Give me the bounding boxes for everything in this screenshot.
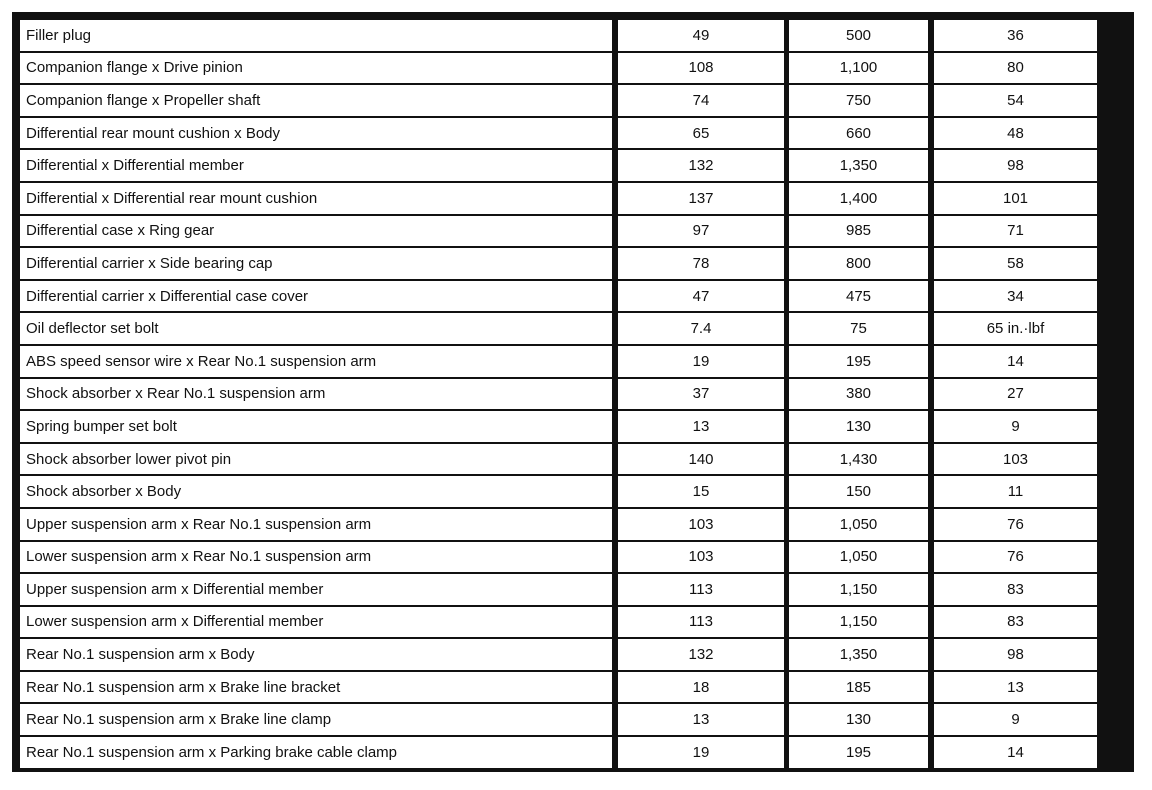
torque-nm-cell: 140 xyxy=(612,444,784,477)
torque-kgf-cm-cell: 1,350 xyxy=(784,150,928,183)
part-name-cell: Rear No.1 suspension arm x Parking brake cable clamp xyxy=(20,737,612,768)
table-row xyxy=(20,183,1097,216)
torque-kgf-cm-cell: 660 xyxy=(784,118,928,151)
torque-kgf-cm-cell: 1,400 xyxy=(784,183,928,216)
torque-kgf-cm-cell: 1,050 xyxy=(784,542,928,575)
part-name-cell: Rear No.1 suspension arm x Brake line clamp xyxy=(20,704,612,737)
torque-nm-cell: 103 xyxy=(612,542,784,575)
table-row xyxy=(20,248,1097,281)
table-row xyxy=(20,118,1097,151)
part-name-cell: Companion flange x Propeller shaft xyxy=(20,85,612,118)
table-row xyxy=(20,639,1097,672)
torque-kgf-cm-cell: 985 xyxy=(784,216,928,249)
torque-ft-lbf-cell: 80 xyxy=(928,53,1097,86)
torque-nm-cell: 103 xyxy=(612,509,784,542)
table-row xyxy=(20,411,1097,444)
part-name-cell: Differential rear mount cushion x Body xyxy=(20,118,612,151)
torque-kgf-cm-cell: 1,150 xyxy=(784,574,928,607)
torque-ft-lbf-cell: 36 xyxy=(928,20,1097,53)
table-row xyxy=(20,346,1097,379)
torque-ft-lbf-cell: 14 xyxy=(928,737,1097,768)
part-name-cell: Spring bumper set bolt xyxy=(20,411,612,444)
torque-nm-cell: 18 xyxy=(612,672,784,705)
torque-nm-cell: 19 xyxy=(612,346,784,379)
torque-kgf-cm-cell: 150 xyxy=(784,476,928,509)
torque-ft-lbf-cell: 27 xyxy=(928,379,1097,412)
torque-ft-lbf-cell: 58 xyxy=(928,248,1097,281)
torque-nm-cell: 47 xyxy=(612,281,784,314)
part-name-cell: Differential case x Ring gear xyxy=(20,216,612,249)
table-row xyxy=(20,281,1097,314)
table-row xyxy=(20,85,1097,118)
table-row xyxy=(20,150,1097,183)
table-row xyxy=(20,672,1097,705)
torque-kgf-cm-cell: 185 xyxy=(784,672,928,705)
torque-nm-cell: 65 xyxy=(612,118,784,151)
torque-kgf-cm-cell: 500 xyxy=(784,20,928,53)
table-row xyxy=(20,574,1097,607)
part-name-cell: Upper suspension arm x Differential member xyxy=(20,574,612,607)
part-name-cell: Lower suspension arm x Differential member xyxy=(20,607,612,640)
part-name-cell: Shock absorber x Rear No.1 suspension arm xyxy=(20,379,612,412)
part-name-cell: Filler plug xyxy=(20,20,612,53)
torque-ft-lbf-cell: 98 xyxy=(928,639,1097,672)
part-name-cell: Oil deflector set bolt xyxy=(20,313,612,346)
torque-kgf-cm-cell: 1,150 xyxy=(784,607,928,640)
torque-kgf-cm-cell: 1,350 xyxy=(784,639,928,672)
table-row xyxy=(20,444,1097,477)
torque-ft-lbf-cell: 13 xyxy=(928,672,1097,705)
torque-ft-lbf-cell: 98 xyxy=(928,150,1097,183)
torque-nm-cell: 13 xyxy=(612,704,784,737)
torque-nm-cell: 15 xyxy=(612,476,784,509)
torque-ft-lbf-cell: 101 xyxy=(928,183,1097,216)
torque-nm-cell: 108 xyxy=(612,53,784,86)
torque-kgf-cm-cell: 475 xyxy=(784,281,928,314)
torque-kgf-cm-cell: 130 xyxy=(784,411,928,444)
table-row xyxy=(20,53,1097,86)
torque-kgf-cm-cell: 195 xyxy=(784,346,928,379)
torque-kgf-cm-cell: 75 xyxy=(784,313,928,346)
torque-ft-lbf-cell: 76 xyxy=(928,542,1097,575)
torque-spec-sheet xyxy=(12,12,1134,772)
table-row xyxy=(20,737,1097,768)
part-name-cell: Differential x Differential member xyxy=(20,150,612,183)
part-name-cell: Upper suspension arm x Rear No.1 suspension arm xyxy=(20,509,612,542)
table-row xyxy=(20,216,1097,249)
torque-ft-lbf-cell: 71 xyxy=(928,216,1097,249)
table-row xyxy=(20,476,1097,509)
table-row xyxy=(20,607,1097,640)
part-name-cell: Shock absorber lower pivot pin xyxy=(20,444,612,477)
torque-ft-lbf-cell: 103 xyxy=(928,444,1097,477)
torque-ft-lbf-cell: 54 xyxy=(928,85,1097,118)
part-name-cell: Shock absorber x Body xyxy=(20,476,612,509)
torque-kgf-cm-cell: 130 xyxy=(784,704,928,737)
torque-ft-lbf-cell: 48 xyxy=(928,118,1097,151)
torque-kgf-cm-cell: 1,430 xyxy=(784,444,928,477)
table-row xyxy=(20,542,1097,575)
torque-ft-lbf-cell: 9 xyxy=(928,411,1097,444)
part-name-cell: Differential carrier x Side bearing cap xyxy=(20,248,612,281)
torque-kgf-cm-cell: 1,050 xyxy=(784,509,928,542)
torque-ft-lbf-cell: 9 xyxy=(928,704,1097,737)
torque-ft-lbf-cell: 83 xyxy=(928,574,1097,607)
torque-ft-lbf-cell: 14 xyxy=(928,346,1097,379)
torque-kgf-cm-cell: 195 xyxy=(784,737,928,768)
torque-ft-lbf-cell: 76 xyxy=(928,509,1097,542)
part-name-cell: Rear No.1 suspension arm x Brake line bracket xyxy=(20,672,612,705)
torque-nm-cell: 13 xyxy=(612,411,784,444)
torque-nm-cell: 78 xyxy=(612,248,784,281)
part-name-cell: Rear No.1 suspension arm x Body xyxy=(20,639,612,672)
torque-nm-cell: 97 xyxy=(612,216,784,249)
torque-nm-cell: 74 xyxy=(612,85,784,118)
torque-spec-table xyxy=(20,20,1097,768)
torque-nm-cell: 113 xyxy=(612,607,784,640)
torque-kgf-cm-cell: 750 xyxy=(784,85,928,118)
torque-nm-cell: 37 xyxy=(612,379,784,412)
table-row xyxy=(20,379,1097,412)
part-name-cell: ABS speed sensor wire x Rear No.1 suspension arm xyxy=(20,346,612,379)
torque-nm-cell: 132 xyxy=(612,639,784,672)
torque-nm-cell: 113 xyxy=(612,574,784,607)
torque-ft-lbf-cell: 83 xyxy=(928,607,1097,640)
table-row xyxy=(20,704,1097,737)
table-row xyxy=(20,509,1097,542)
torque-table-body xyxy=(20,20,1097,768)
table-row xyxy=(20,20,1097,53)
part-name-cell: Differential carrier x Differential case cover xyxy=(20,281,612,314)
torque-ft-lbf-cell: 11 xyxy=(928,476,1097,509)
torque-kgf-cm-cell: 1,100 xyxy=(784,53,928,86)
torque-nm-cell: 19 xyxy=(612,737,784,768)
torque-nm-cell: 49 xyxy=(612,20,784,53)
torque-ft-lbf-cell: 34 xyxy=(928,281,1097,314)
table-row xyxy=(20,313,1097,346)
torque-kgf-cm-cell: 800 xyxy=(784,248,928,281)
torque-nm-cell: 132 xyxy=(612,150,784,183)
part-name-cell: Differential x Differential rear mount cushion xyxy=(20,183,612,216)
torque-nm-cell: 137 xyxy=(612,183,784,216)
torque-nm-cell: 7.4 xyxy=(612,313,784,346)
torque-ft-lbf-cell: 65 in.·lbf xyxy=(928,313,1097,346)
part-name-cell: Companion flange x Drive pinion xyxy=(20,53,612,86)
part-name-cell: Lower suspension arm x Rear No.1 suspension arm xyxy=(20,542,612,575)
torque-kgf-cm-cell: 380 xyxy=(784,379,928,412)
